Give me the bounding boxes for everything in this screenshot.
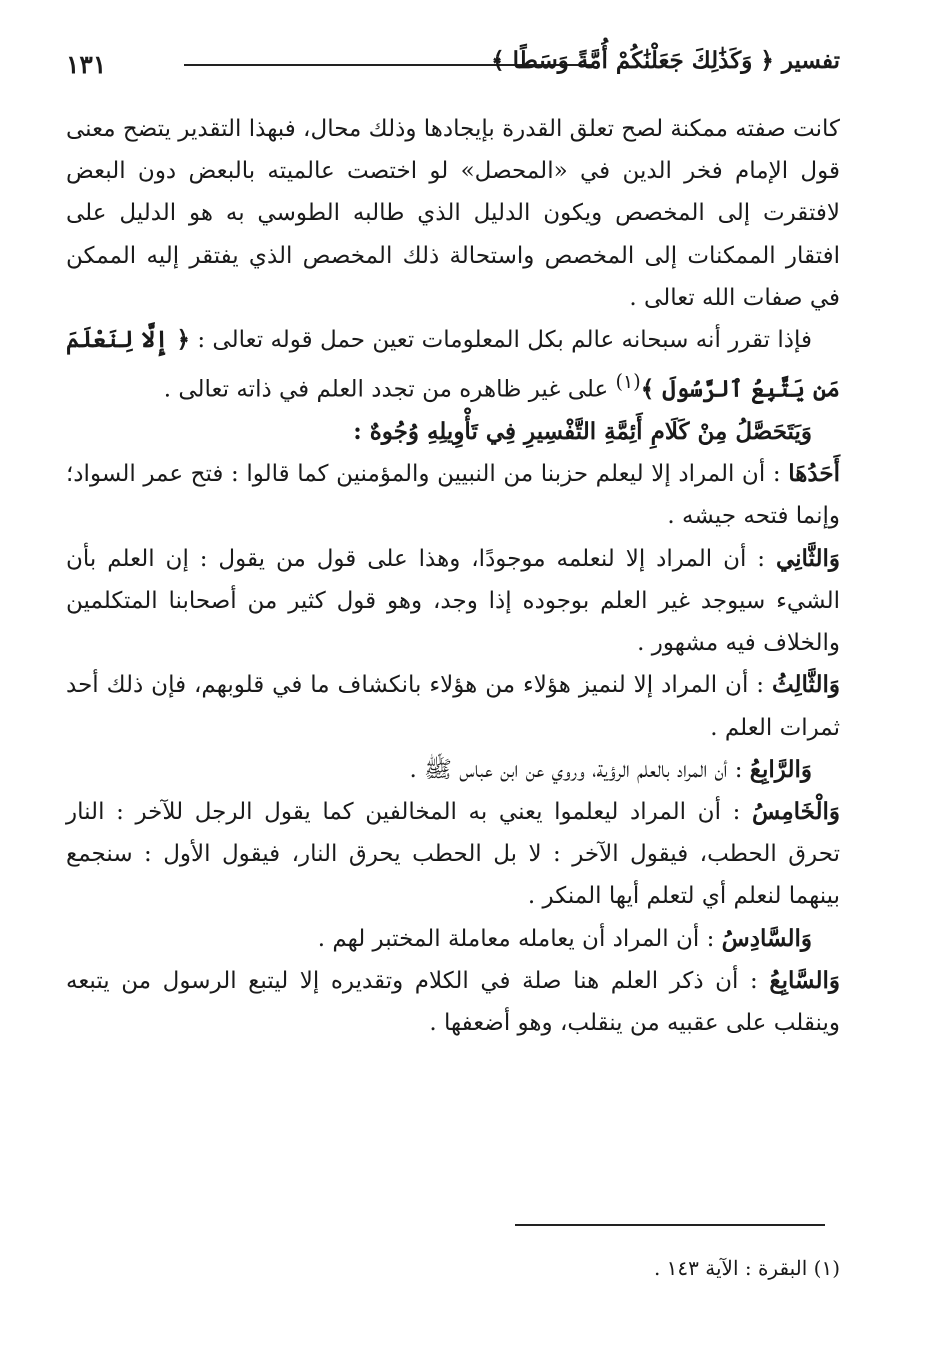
running-title xyxy=(491,47,840,74)
list-item-3 xyxy=(66,664,840,748)
footnote-marker: (١) xyxy=(615,370,641,394)
item-term: وَالسَّادِسُ xyxy=(721,924,812,952)
item-text: : أن المراد ليعلموا يعني به المخالفين كما يقول الرجل للآخر : النار تحرق الحطب، فيقول الآخر : لا بل الحطب يحرق النار، فيقول الأول : سنجمع بينهما لنعلم أي لتعلم أيها المنكر . xyxy=(66,798,840,910)
item-text: : أن المراد إلا ليعلم حزبنا من النبيين والمؤمنين كما قالوا : فتح عمر السواد؛ وإنما فتحه جيشه . xyxy=(66,461,840,530)
running-title-word: تفسير xyxy=(781,47,840,74)
item-text: : أن ذكر العلم هنا صلة في الكلام وتقديره إلا ليتبع الرسول من يتبعه وينقلب على عقبيه من ينقلب، وهو أضعفها . xyxy=(66,967,840,1036)
list-item-2 xyxy=(66,538,840,665)
page-number: ١٣١ xyxy=(66,50,107,79)
list-item-4 xyxy=(66,749,840,791)
body-text xyxy=(66,108,840,1044)
paragraph-2-start: فإذا تقرر أنه سبحانه عالم بكل المعلومات تعين حمل قوله تعالى : xyxy=(197,327,813,354)
item-text: : أن المراد إلا لنعلمه موجودًا، وهذا على قول من يقول : إن العلم بأن الشيء سيوجد غير العلم بوجوده إذا وجد، وهو قول كثير من أصحابنا المتكلمين والخلاف فيه مشهور . xyxy=(66,545,840,657)
item-term: وَالثَّانِي xyxy=(775,544,840,572)
paragraph-2 xyxy=(66,319,840,411)
page-header xyxy=(66,44,840,88)
section-heading: وَيَتَحَصَّلُ مِنْ كَلَامِ أَئِمَّةِ التَّفْسِيرِ فِي تَأْوِيلِهِ وُجُوهٌ : xyxy=(353,418,812,446)
footnote: (١) البقرة : الآية ١٤٣ . xyxy=(653,1256,840,1280)
list-item-5 xyxy=(66,791,840,918)
list-item-6 xyxy=(66,918,840,960)
item-term: وَالْخَامِسُ xyxy=(752,797,841,825)
item-text: : أن المراد بالعلم الرؤية، وروي عن ابن عباس ﷺ . xyxy=(409,756,743,783)
quran-quote: ﴿ إِلَّا لِنَعْلَمَ مَن يَتَّبِعُ ٱلرَّسُولَ ﴾ xyxy=(66,326,840,403)
item-term: وَالسَّابِعُ xyxy=(769,966,841,994)
running-title-verse: ﴿ وَكَذَٰلِكَ جَعَلْنَٰكُمْ أُمَّةً وَسَطًا ﴾ xyxy=(491,47,774,74)
footnote-rule xyxy=(515,1224,825,1226)
item-term: وَالثَّالِثُ xyxy=(771,671,840,699)
list-item-7 xyxy=(66,960,840,1044)
paragraph-1: كانت صفته ممكنة لصح تعلق القدرة بإيجادها وذلك محال، فبهذا التقدير يتضح معنى قول الإمام فخر الدين في «المحصل» لو اختصت عالميته بالبعض دون البعض لافتقرت إلى المخصص ويكون الدليل الذي طالبه الطوسي به هو الدليل على افتقار الممكنات إلى المخصص واستحالة ذلك المخصص الذي يفتقر إليه الممكن في صفات الله تعالى . xyxy=(66,116,840,311)
item-text: : أن المراد أن يعامله معاملة المختبر لهم . xyxy=(317,925,715,952)
item-term: أَحَدُهَا xyxy=(788,460,841,488)
item-term: وَالرَّابِعُ xyxy=(749,755,812,783)
list-item-1 xyxy=(66,453,840,537)
item-text: : أن المراد إلا لنميز هؤلاء من هؤلاء بانكشاف ما في قلوبهم، فإن ذلك أحد ثمرات العلم . xyxy=(66,672,840,741)
paragraph-2-end: على غير ظاهره من تجدد العلم في ذاته تعالى . xyxy=(163,376,609,403)
